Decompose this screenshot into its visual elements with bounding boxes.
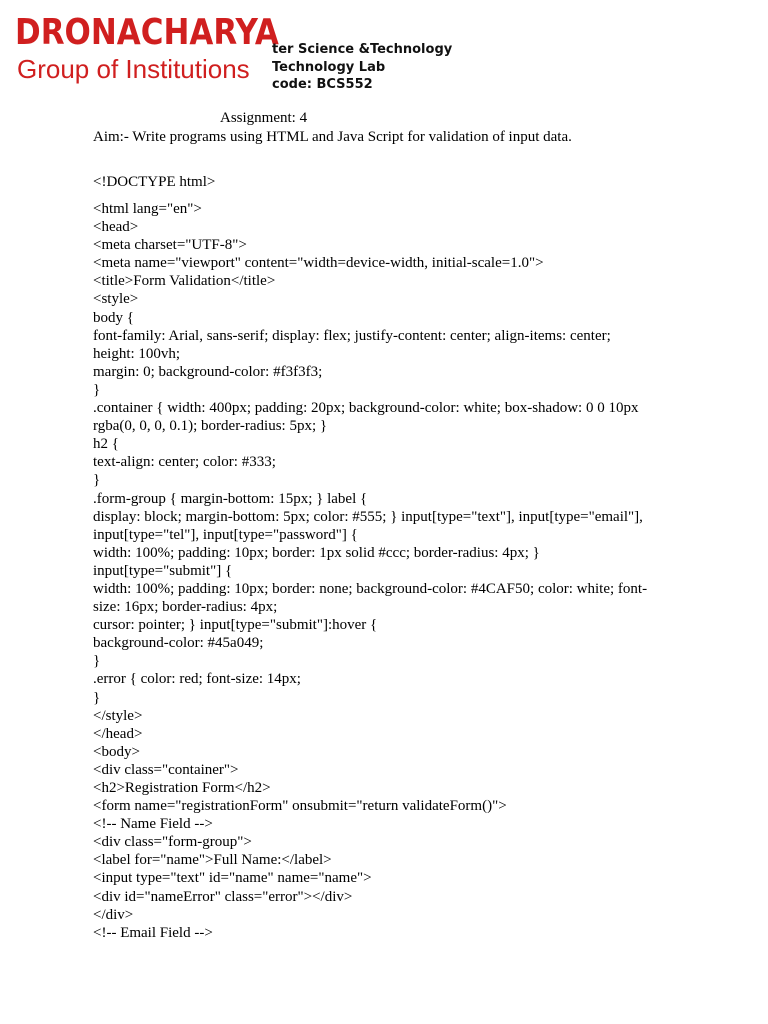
doctype-line: <!DOCTYPE html>	[93, 174, 216, 190]
code-line: <style>	[93, 291, 139, 308]
institution-logo	[15, 12, 279, 86]
code-line: input[type="tel"], input[type="password"] {	[93, 526, 358, 543]
code-line: .error { color: red; font-size: 14px;	[93, 671, 301, 688]
code-line: <!-- Email Field -->	[93, 924, 213, 941]
aim-text: Aim:- Write programs using HTML and Java Script for validation of input data.	[93, 129, 572, 145]
assignment-title: Assignment: 4	[220, 110, 308, 126]
code-line: body {	[93, 309, 134, 326]
code-line: <input type="text" id="name" name="name">	[93, 870, 372, 887]
code-line: input[type="submit"] {	[93, 562, 233, 579]
code-line: <h2>Registration Form</h2>	[93, 780, 271, 796]
code-line: display: block; margin-bottom: 5px; color: #555; } input[type="text"], input[type="email"],	[93, 508, 643, 525]
logo-sub-text: Group of Institutions	[17, 54, 250, 84]
code-line: <head>	[93, 219, 139, 236]
code-line: }	[93, 381, 101, 398]
page-header-lines	[272, 41, 452, 94]
header-line-department: ter Science &Technology	[272, 42, 453, 57]
code-line: rgba(0, 0, 0, 0.1); border-radius: 5px; }	[93, 418, 328, 435]
code-line: size: 16px; border-radius: 4px;	[93, 599, 278, 616]
code-line: width: 100%; padding: 10px; border: none; background-color: #4CAF50; color: white; font-	[93, 580, 648, 597]
header-line-lab: Technology Lab	[272, 59, 386, 75]
code-line: }	[93, 472, 101, 489]
code-line: font-family: Arial, sans-serif; display: flex; justify-content: center; align-items: center;	[93, 327, 611, 344]
code-line: <div id="nameError" class="error"></div>	[93, 888, 353, 905]
code-line: width: 100%; padding: 10px; border: 1px solid #ccc; border-radius: 4px; }	[93, 544, 540, 561]
code-line: <label for="name">Full Name:</label>	[93, 852, 332, 869]
code-line: <div class="form-group">	[93, 834, 252, 851]
code-line: <meta charset="UTF-8">	[93, 237, 247, 254]
code-line: </style>	[93, 707, 143, 724]
code-line: background-color: #45a049;	[93, 635, 264, 652]
code-line: height: 100vh;	[93, 345, 181, 362]
code-listing	[93, 200, 693, 942]
header-line-course-code: code: BCS552	[272, 77, 373, 92]
code-line: <body>	[93, 743, 140, 760]
code-line: h2 {	[93, 436, 119, 453]
code-line: <meta name="viewport" content="width=device-width, initial-scale=1.0">	[93, 255, 544, 272]
code-line: <form name="registrationForm" onsubmit="return validateForm()">	[93, 798, 507, 815]
code-line: }	[93, 689, 101, 706]
code-line: </head>	[93, 725, 143, 742]
code-line: <!-- Name Field -->	[93, 816, 213, 833]
code-line: <html lang="en">	[93, 201, 202, 217]
code-line: .form-group { margin-bottom: 15px; } label {	[93, 490, 368, 507]
code-line: }	[93, 653, 101, 670]
code-line: <div class="container">	[93, 761, 239, 778]
code-line: text-align: center; color: #333;	[93, 454, 276, 471]
logo-main-text: DRONACHARYA	[15, 12, 279, 53]
code-line: <title>Form Validation</title>	[93, 273, 276, 290]
code-line: margin: 0; background-color: #f3f3f3;	[93, 363, 323, 380]
code-line: cursor: pointer; } input[type="submit"]:hover {	[93, 617, 378, 634]
code-line: .container { width: 400px; padding: 20px; background-color: white; box-shadow: 0 0 10px	[93, 400, 639, 417]
code-line: </div>	[93, 906, 134, 923]
